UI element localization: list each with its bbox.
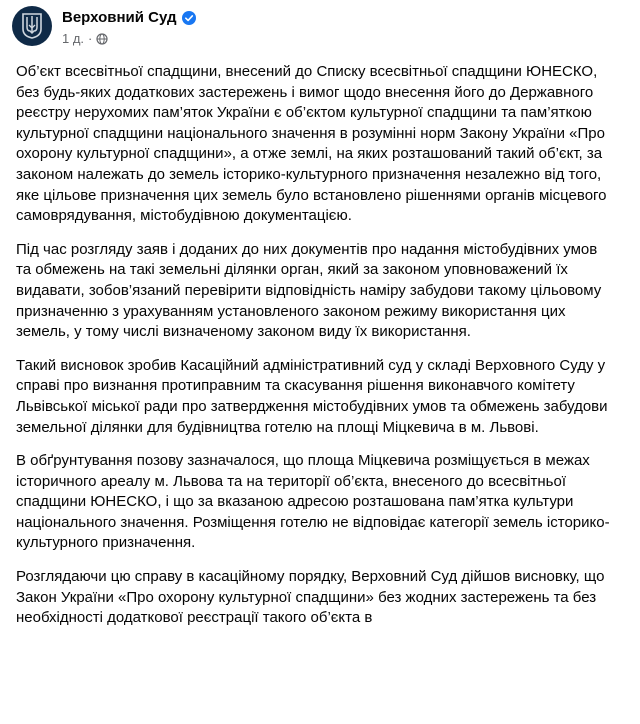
globe-icon[interactable] [96,33,108,45]
meta-separator: · [88,31,93,46]
coat-of-arms-icon [21,12,43,40]
page-avatar[interactable] [12,6,52,46]
page-name[interactable]: Верховний Суд [62,9,177,26]
post-header [12,6,196,46]
post-body [16,62,616,642]
post-paragraph: Розглядаючи цю справу в касаційному порядку, Верховний Суд дійшов висновку, що Закон України «Про охорону культурної спадщини» без жодних застережень та без необхідності додаткової реєстрації такого об’єкта в [16,568,605,627]
post-paragraph: Об’єкт всесвітньої спадщини, внесений до Списку всесвітньої спадщини ЮНЕСКО, без будь-яких додаткових застережень і вимог щодо внесення його до Державного реєстру нерухомих пам’яток України є об’єктом культурної спадщини та пам’яткою культурної спадщини національного значення в розумінні норм Закону України «Про охорону культурної спадщини», а отже землі, на яких розташований такий об’єкт, за законом належать до земель історико-культурного призначення незалежно від того, яке цільове призначення цих земель було встановлено рішеннями органів місцевого самоврядування, містобудівною документацією. [16,63,607,225]
post-paragraph: В обґрунтування позову зазначалося, що площа Міцкевича розміщується в межах історичного ареалу м. Львова та на території об’єкта, внесеного до всесвітньої спадщини ЮНЕСКО, і що за вказаною адресою розташована пам’ятка культури національного значення. Розміщення готелю не відповідає категорії земель історико-культурного призначення. [16,452,610,552]
post-paragraph: Такий висновок зробив Касаційний адміністративний суд у складі Верховного Суду у справі про визнання протиправним та скасування рішення виконавчого комітету Львівської міської ради про затвердження містобудівних умов та обмежень забудови земельної ділянки для будівництва готелю на площі Міцкевича в м. Львові. [16,356,608,436]
post-paragraph: Під час розгляду заяв і доданих до них документів про надання містобудівних умов та обмежень на такі земельні ділянки орган, який за законом уповноважений їх видавати, зобов’язаний перевірити відповідність наміру забудови такому цільовому призначенню з урахуванням установленого законом режиму використання цих земель, у тому числі визначеному законом виду їх використання. [16,240,602,341]
post-meta [62,6,196,46]
verified-badge-icon [182,11,196,25]
post-timestamp[interactable]: 1 д. [62,31,85,46]
